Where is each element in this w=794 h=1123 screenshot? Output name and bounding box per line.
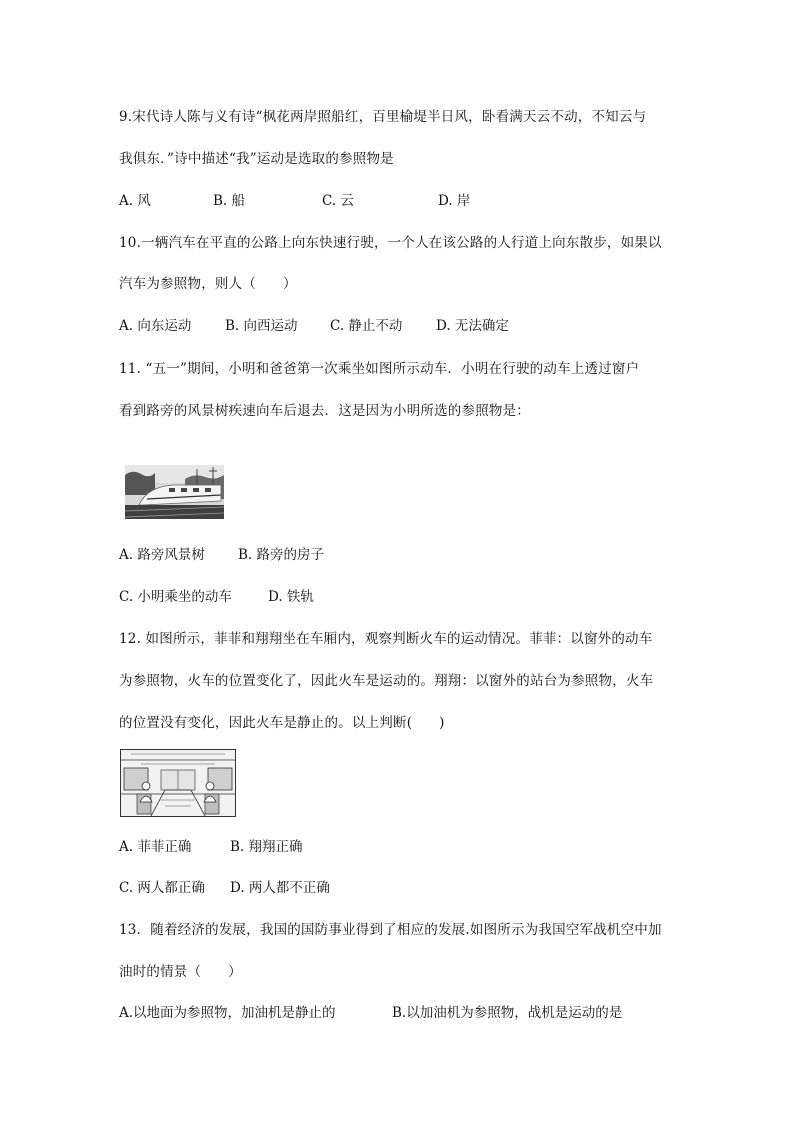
q9-stem-line1: 9.宋代诗人陈与义有诗“枫花两岸照船红，百里榆堤半日风，卧看满天云不动，不知云与 — [119, 109, 647, 125]
bullet-train-image — [125, 465, 224, 519]
q9-option-d: D. 岸 — [438, 193, 471, 209]
q12-option-b: B. 翔翔正确 — [230, 839, 303, 855]
q11-stem-line1: 11. “五一”期间，小明和爸爸第一次乘坐如图所示动车．小明在行驶的动车上透过窗户 — [119, 361, 640, 377]
q12-option-c: C. 两人都正确 — [119, 880, 205, 896]
q12-stem-line1: 12. 如图所示，菲菲和翔翔坐在车厢内，观察判断火车的运动情况。菲菲：以窗外的动车 — [119, 631, 653, 647]
q11-stem-line2: 看到路旁的风景树疾速向车后退去．这是因为小明所选的参照物是： — [119, 403, 530, 419]
q11-option-d: D. 铁轨 — [268, 589, 314, 605]
q11-option-b: B. 路旁的房子 — [238, 547, 325, 563]
q13-option-b: B.以加油机为参照物，战机是运动的是 — [392, 1005, 623, 1021]
q9-option-c: C. 云 — [322, 193, 354, 209]
train-carriage-figure — [120, 749, 236, 817]
q12-stem-line3: 的位置没有变化，因此火车是静止的。以上判断( ) — [119, 715, 445, 731]
q13-option-a: A.以地面为参照物，加油机是静止的 — [119, 1005, 336, 1021]
q10-option-a: A. 向东运动 — [119, 318, 192, 334]
q13-stem-line1: 13．随着经济的发展，我国的国防事业得到了相应的发展.如图所示为我国空军战机空中加 — [119, 922, 662, 938]
q10-stem-line1: 10.一辆汽车在平直的公路上向东快速行驶，一个人在该公路的人行道上向东散步，如果以 — [119, 235, 662, 251]
q12-stem-line2: 为参照物，火车的位置变化了，因此火车是运动的。翔翔：以窗外的站台为参照物，火车 — [119, 673, 654, 689]
q9-option-a: A. 风 — [119, 193, 151, 209]
q9-stem-line2: 我俱东．”诗中描述“我”运动是选取的参照物是 — [119, 151, 394, 167]
q10-option-b: B. 向西运动 — [225, 318, 298, 334]
q12-option-d: D. 两人都不正确 — [230, 880, 330, 896]
q9-option-b: B. 船 — [213, 193, 246, 209]
q10-option-d: D. 无法确定 — [436, 318, 509, 334]
q11-option-a: A. 路旁风景树 — [119, 547, 205, 563]
q13-stem-line2: 油时的情景（ ） — [119, 964, 242, 980]
train-carriage-image — [121, 750, 235, 816]
q11-option-c: C. 小明乘坐的动车 — [119, 589, 232, 605]
bullet-train-figure — [125, 465, 224, 519]
q12-option-a: A. 菲菲正确 — [119, 839, 192, 855]
q10-stem-line2: 汽车为参照物，则人（ ） — [119, 276, 297, 292]
q10-option-c: C. 静止不动 — [330, 318, 403, 334]
